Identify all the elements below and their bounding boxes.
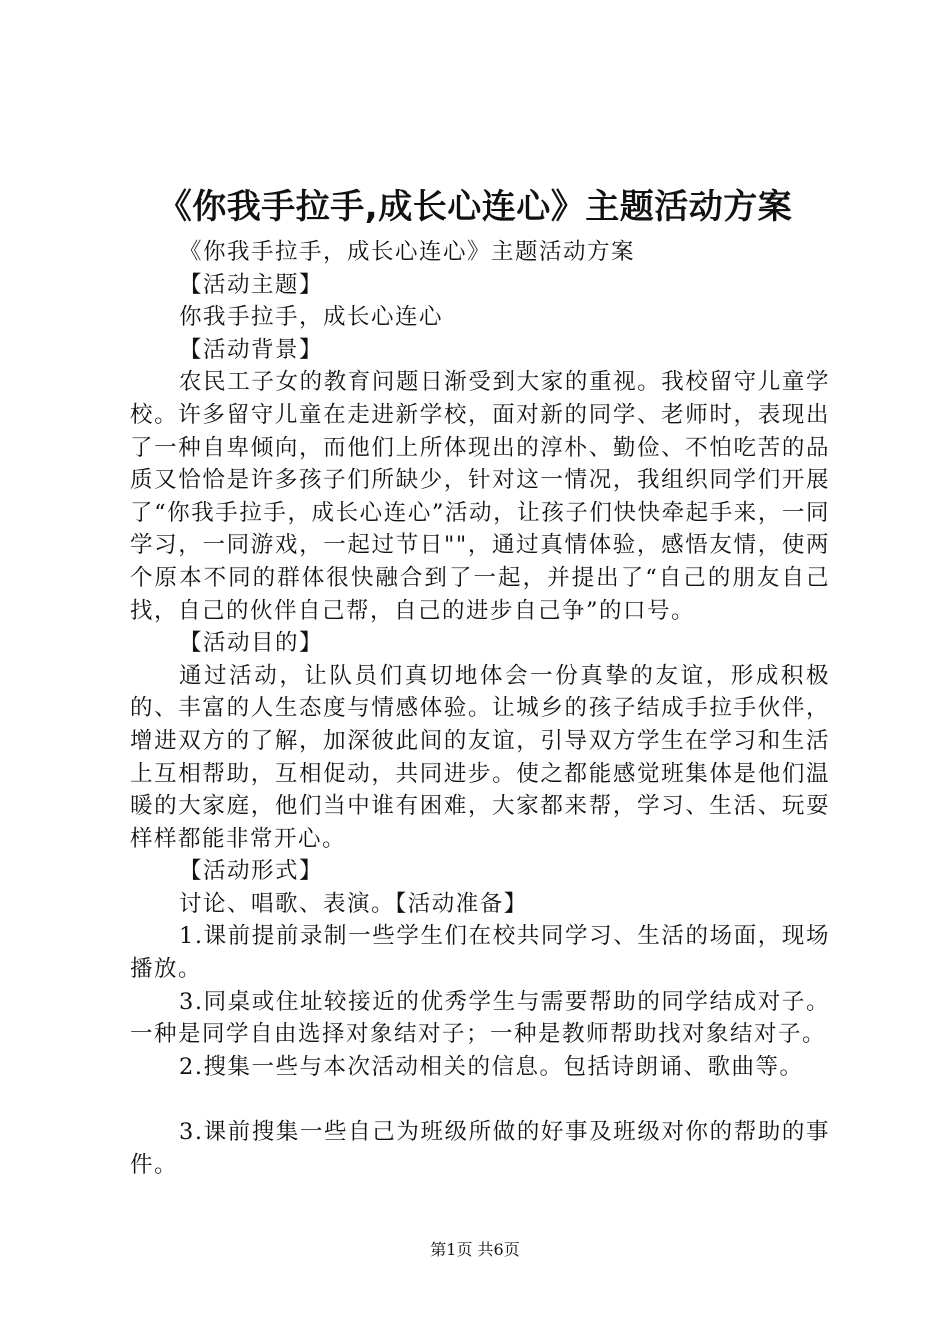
- section-heading-form: 【活动形式】: [179, 858, 324, 885]
- subtitle-paragraph: 《你我手拉手，成长心连心》主题活动方案: [179, 239, 636, 265]
- section-heading-background: 【活动背景】: [179, 336, 324, 363]
- section-heading-purpose: 【活动目的】: [179, 630, 324, 657]
- theme-paragraph: 你我手拉手，成长心连心: [179, 304, 444, 331]
- page-footer: 第1页 共6页: [430, 1240, 520, 1259]
- document-body: [130, 236, 830, 1181]
- section-heading-theme: 【活动主题】: [179, 271, 324, 298]
- purpose-paragraph: 通过活动，让队员们真切地体会一份真挚的友谊，形成积极的、丰富的人生态度与情感体验。让城乡的孩子结成手拉手伙伴，增进双方的了解，加深彼此间的友谊，引导双方学生在学习和生活上互相帮助，互相促动，共同进步。使之都能感觉班集体是他们温暖的大家庭，他们当中谁有困难，大家都来帮，学习、生活、玩耍样样都能非常开心。: [130, 662, 830, 852]
- document-title: 《你我手拉手,成长心连心》主题活动方案: [157, 187, 793, 227]
- form-paragraph: 讨论、唱歌、表演。【活动准备】: [179, 890, 528, 917]
- preparation-item: 3.课前搜集一些自己为班级所做的好事及班级对你的帮助的事件。: [130, 1119, 830, 1178]
- preparation-item: 2.搜集一些与本次活动相关的信息。包括诗朗诵、歌曲等。: [179, 1053, 804, 1080]
- preparation-item: 1.课前提前录制一些学生们在校共同学习、生活的场面，现场播放。: [130, 923, 830, 983]
- background-paragraph: 农民工子女的教育问题日渐受到大家的重视。我校留守儿童学校。许多留守儿童在走进新学校，面对新的同学、老师时，表现出了一种自卑倾向，而他们上所体现出的淳朴、勤俭、不怕吃苦的品质又恰恰是许多孩子们所缺少，针对这一情况，我组织同学们开展了“你我手拉手，成长心连心”活动，让孩子们快快牵起手来，一同学习，一同游戏，一起过节日""，通过真情体验，感悟友情，使两个原本不同的群体很快融合到了一起，并提出了“自己的朋友自己找，自己的伙伴自己帮，自己的进步自己争”的口号。: [130, 369, 830, 624]
- preparation-item: 3.同桌或住址较接近的优秀学生与需要帮助的同学结成对子。一种是同学自由选择对象结对子；一种是教师帮助找对象结对子。: [130, 988, 830, 1048]
